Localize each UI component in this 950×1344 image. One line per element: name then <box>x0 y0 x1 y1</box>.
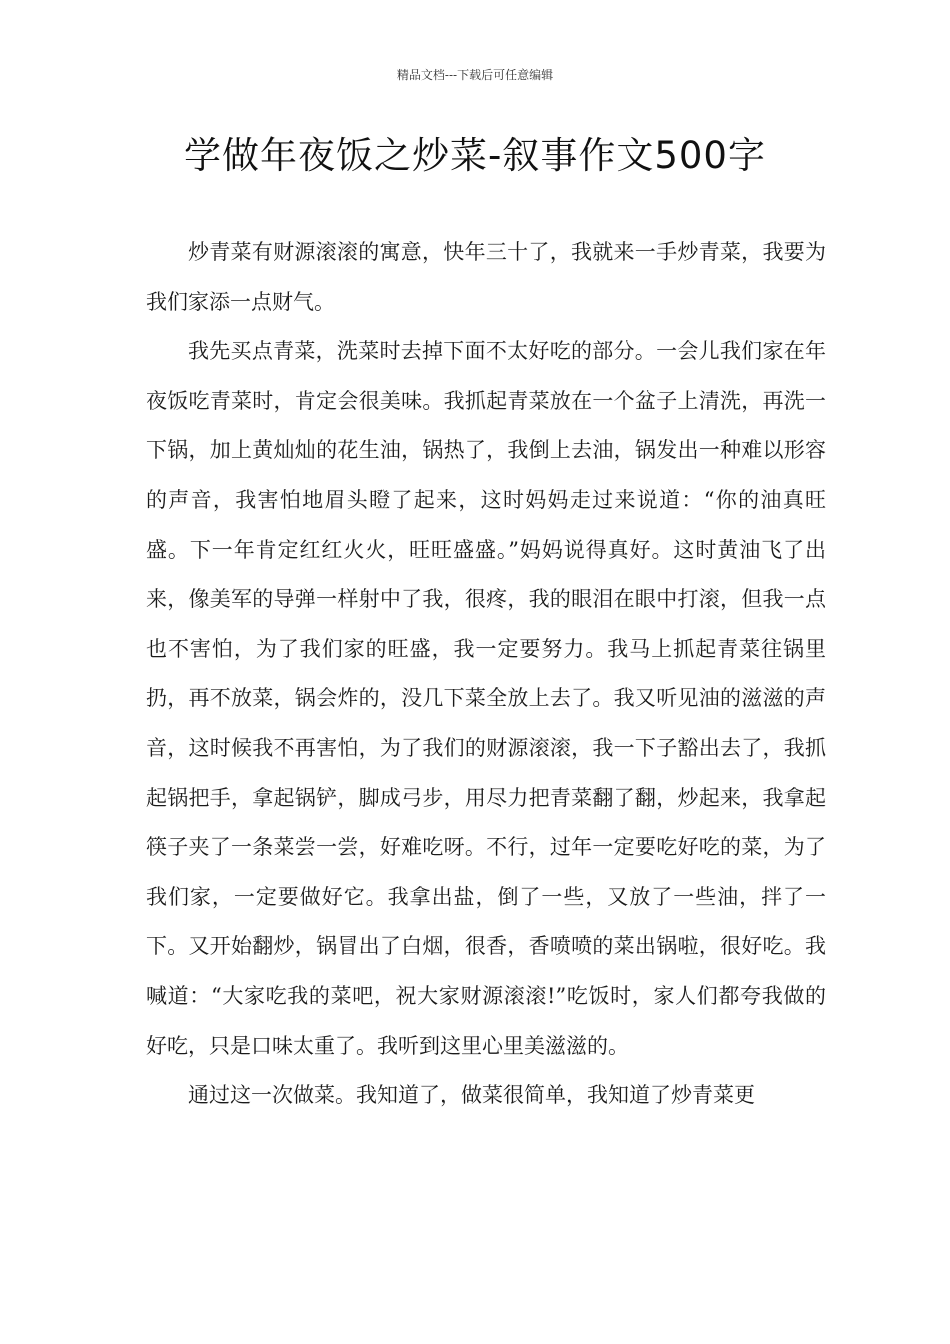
document-title: 学做年夜饭之炒菜-叙事作文500字 <box>184 134 766 177</box>
paragraph: 炒青菜有财源滚滚的寓意，快年三十了，我就来一手炒青菜，我要为我们家添一点财气。 <box>146 240 826 314</box>
header-note: 精品文档---下载后可任意编辑 <box>396 68 554 82</box>
paragraph: 通过这一次做菜。我知道了，做菜很简单，我知道了炒青菜更 <box>188 1083 755 1108</box>
paragraph: 我先买点青菜，洗菜时去掉下面不太好吃的部分。一会儿我们家在年夜饭吃青菜时，肯定会很美味。我抓起青菜放在一个盆子上清洗，再洗一下锅，加上黄灿灿的花生油，锅热了，我倒上去油，锅发出一种难以形容的声音，我害怕地眉头瞪了起来，这时妈妈走过来说道：“你的油真旺盛。下一年肯定红红火火，旺旺盛盛。”妈妈说得真好。这时黄油飞了出来，像美军的导弹一样射中了我，很疼，我的眼泪在眼中打滚，但我一点也不害怕，为了我们家的旺盛，我一定要努力。我马上抓起青菜往锅里扔，再不放菜，锅会炸的，没几下菜全放上去了。我又听见油的滋滋的声音，这时候我不再害怕，为了我们的财源滚滚，我一下子豁出去了，我抓起锅把手，拿起锅铲，脚成弓步，用尽力把青菜翻了翻，炒起来，我拿起筷子夹了一条菜尝一尝，好难吃呀。不行，过年一定要吃好吃的菜，为了我们家，一定要做好它。我拿出盐，倒了一些，又放了一些油，拌了一下。又开始翻炒，锅冒出了白烟，很香，香喷喷的菜出锅啦，很好吃。我喊道：“大家吃我的菜吧，祝大家财源滚滚!”吃饭时，家人们都夸我做的好吃，只是口味太重了。我听到这里心里美滋滋的。 <box>146 339 826 1058</box>
document-body <box>146 228 826 1121</box>
